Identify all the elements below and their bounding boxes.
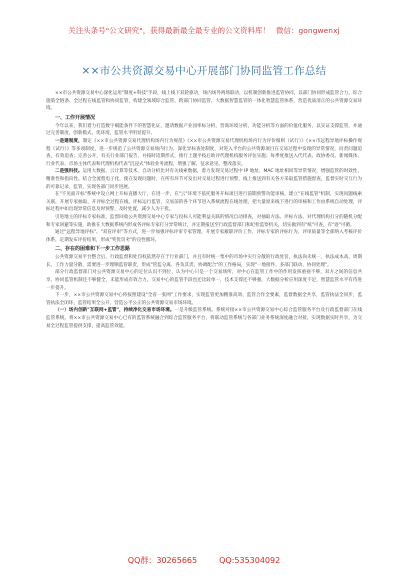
paragraph-tech <box>46 168 362 191</box>
document-body <box>46 56 362 330</box>
emphasis-innovation: （一）场内创新"互联网+监管"，持续净化交易市场环境。 <box>55 308 175 314</box>
paragraph-overview: 今年以来，我们着力打造数字赋能条件下的智慧化证，邀请数据产业园率标分析，营商环境分析，功能分析等方面的价值化服务，以实证支撑监管，并通过完善制度、创新模式、优环境，监管水平明显提升。 <box>46 123 362 137</box>
paragraph-awareness: 部分行政监督部门对公共资源交易中心的定位认识不到位，认为中心只是一个交易场所，对中心在监管工作中的作用发挥重视不够，双方之间的信息共享、协同监管机制还不够健全，未能形成有效合力。交易中心的监管手段也还比较单一，技术支撑还不够强，大数据分析应用深度不足，智慧监管水平有待进一步提升。 <box>46 270 362 291</box>
paragraph-system-text: 制定《××市公共资源交易代理机构场内行为规范》《××市公共资源交易代理机构场内行为评价细则（试行）》《××市远程异地评标操作规程（试行）》等多项制度，进一步规范了公共资源交易场内行为，深化异标查处制度，对进入平台的公共资源项目在交易过程中发现的异常情况，问责问题追查，有效追查；完善公开，有关行业部门报告，并按时适期形式，推行上题平疫后助评代理机构服务评估实施；每季度推送入代代表、政协委员、新闻媒体、行业代表、市场主体代表和代理机构代表"沉浸式"体验业务流程，增强了解、征求意见、整改落实。 <box>46 138 362 167</box>
paragraph-difficulty: 公共资源交易平台整合后，行政监督和处罚权依然存在于行业部门，并且有时统一集中的市场中实行分散的行政处罚，执法尚未统一，执法成本高、周期长、工作力量分散，需要进一步理顺监管职责，形成"管监分离、各负其责、协调配合"的工作格局，实现"一地接件、多部门联动、协同处理"。 <box>46 255 362 268</box>
paragraph-system <box>46 138 362 168</box>
section-heading-2: 二、存在的困难和下一步工作思路 <box>55 246 131 253</box>
paragraph-innovation <box>46 307 362 330</box>
document-title: ××市公共资源交易中心开展部门协同监管工作总结 <box>81 65 327 77</box>
banner-wechat: 微信：gongwenxj <box>276 26 340 35</box>
paragraph-next-steps: 下一步，××市公共资源交易中心将按照建设"全省一张网"工作要求，实现监管更加精准高效、监管合作全要素，监督数据全共享，监管执法全同步，监管执法全闭环，监管结果全公开，营造公平公正的公共资源交易市场环境。 <box>46 293 362 306</box>
paragraph-tech-text: 运用大数据、云计算等技术，自动分析比对有关线索数据，着力发现交易过程中 IP 地址、MAC 地址相同等异常情况，增强监管的时效性、精准性和指向性。结合全流程电子化，使在发现问题时，在所有环节可发出对交易过程进行预警，线上推送到有关各方采取监管措施督查，监督实时交互行为的可靠记录，监管，实现各部门同步进展。 <box>46 169 362 190</box>
footer-qq: QQ:535304092 <box>219 556 281 565</box>
paragraph-innovation-text: 一是升级监管系统。系统对接××市公共资源交易中心综合监管服务平台及行政监督部门在线监管系统，将××市公共资源交易中心已有的监管系统融合到综合监管服务平台，将联动监管系统与各部门业务系统深度融合对接，实现数据实时共享，为交易全过程监管提供支撑，提高监管效能。 <box>46 308 362 329</box>
footer-contact <box>0 554 408 568</box>
intro-paragraph: ××市公共资源交易中心深化运用"制度+科技"手段，线上线下双轮驱动，场内场外两场联动，以机制创新推进监管协同，以部门协同形成监管合力，综合施策全链条、全过程在线监管和协同监管，构建全领域综合监管、跨部门协同监管、大数据智慧监管的一体化智慧监管体系，营造优质清正的公共资源交易环境。 <box>46 91 362 112</box>
banner-slogan: 关注头条号"公文研究"，获得最新最全最专业的公文资料库！ <box>68 26 271 35</box>
paragraph-remote: 通过"远程异地评标"、"双盲评审"等方式，进一步加强评标评审专家管理，开展专家履职评价工作，评标专家的评标行为、评审质量等全部纳入考核评价体系，定期发布评价结果，形成"奖优罚劣"的良性循环。 <box>46 230 362 243</box>
section-heading-1: 一、工作开展情况 <box>55 114 96 121</box>
paragraph-online: 在"不见面开标"系统中设立网上开标直播大厅，在进一步，在"云"环境下依托服务开标项目进行前期预警功能审核，建立"在线监管"机制，实现问题线索关联，开展专家抽取、开评标全过程在线，评标运行监管，交易前的各个环节进入系统流程在线处理，把大量原来线下进行的审核和工作由系统自动处理，评标过程中如出现异常信息及时预警，及时处置，减少人为干扰。 <box>46 192 362 213</box>
top-banner <box>0 22 408 40</box>
paragraph-experts: 引进地主的评标专家标准，监督回收公共资源交易中心专家与投标人可能利益关联的情况自动排查，对抽取方法、评标方法、对代理机构打分的随机分配和专家回避等实施，助推在大数据系统内形成各评标专家打分异常统计，并定期报送至行政监督部门和纪检监察机关，切实做到有"纸"可查，有"迹"可循。 <box>46 214 362 228</box>
emphasis-system: 一是建制度， <box>55 138 83 144</box>
emphasis-tech: 二是强科技。 <box>55 169 83 175</box>
footer-qq-group: QQ群：30265665 <box>127 556 198 565</box>
